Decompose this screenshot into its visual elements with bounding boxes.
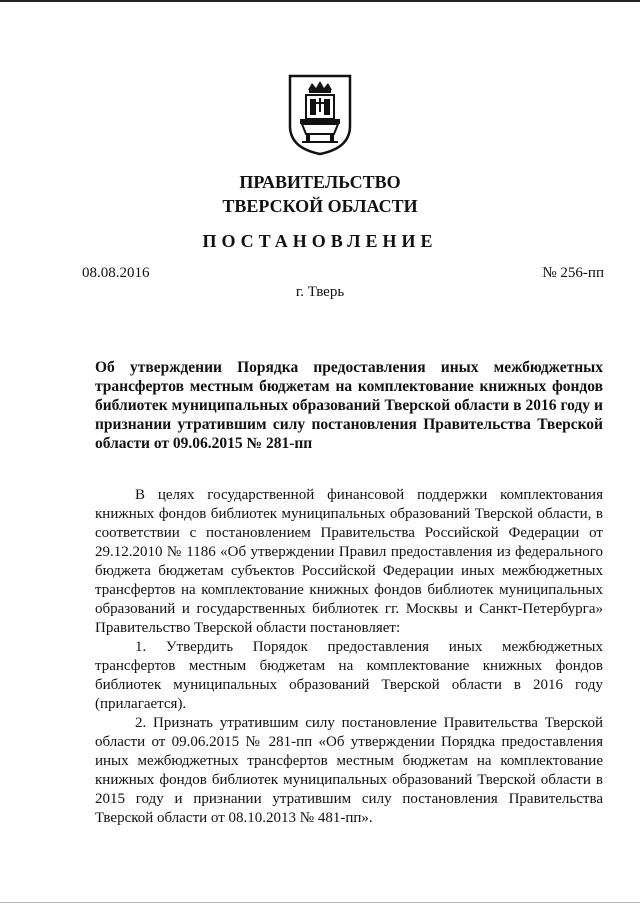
document-city: г. Тверь: [295, 284, 345, 300]
tver-coat-of-arms-icon: [288, 74, 352, 156]
item-2-paragraph: 2. Признать утратившим силу постановление Правительства Тверской области от 09.06.2015 № 281-пп «Об утверждении Порядка предоставления иных межбюджетных трансфертов местным бюджетам на комплектование книжных фондов библиотек муниципальных образований Тверской области в 2015 году и признании утратившим силу постановления Правительства Тверской области от 08.10.2013 № 481-пп».: [95, 715, 603, 826]
document-date: 08.08.2016: [82, 265, 150, 281]
government-title: [0, 170, 640, 218]
document-subject: Об утверждении Порядка предоставления иных межбюджетных трансфертов местным бюджетам на комплектование книжных фондов библиотек муниципальных образований Тверской области в 2016 году и признании утратившим силу постановления Правительства Тверской области от 09.06.2015 № 281-пп: [95, 359, 603, 452]
document-body: [95, 486, 603, 828]
document-number: № 256-пп: [542, 265, 604, 281]
government-title-line2: ТВЕРСКОЙ ОБЛАСТИ: [222, 196, 418, 216]
item-1-paragraph: 1. Утвердить Порядок предоставления иных межбюджетных трансфертов местным бюджетам на комплектование книжных фондов библиотек муниципальных образований Тверской области в 2016 году (прилагается).: [95, 639, 603, 712]
top-border: [0, 0, 640, 2]
document-type: ПОСТАНОВЛЕНИЕ: [202, 231, 438, 251]
government-title-line1: ПРАВИТЕЛЬСТВО: [239, 172, 401, 192]
preamble-paragraph: В целях государственной финансовой поддержки комплектования книжных фондов библиотек муниципальных образований Тверской области, в соответствии с постановлением Правительства Российской Федерации от 29.12.2010 № 1186 «Об утверждении Правил предоставления из федерального бюджета бюджетам субъектов Российской Федерации иных межбюджетных трансфертов на комплектование книжных фондов библиотек муниципальных образований и государственных библиотек гг. Москвы и Санкт-Петербурга» Правительство Тверской области постановляет:: [95, 487, 603, 636]
bottom-border: [0, 902, 640, 903]
